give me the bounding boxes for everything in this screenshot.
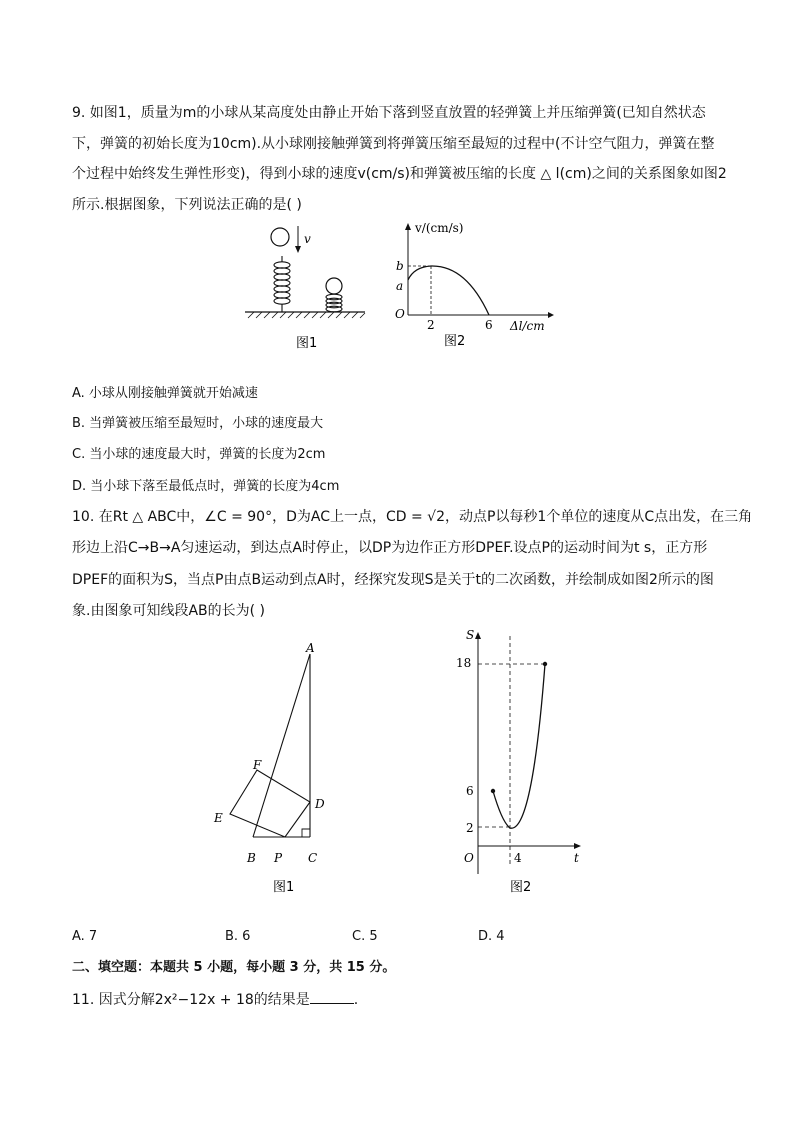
q10-figure-2	[440, 622, 590, 898]
q10-figure-1	[205, 636, 345, 898]
ground-hatch	[248, 312, 365, 318]
compressed-spring	[326, 294, 342, 312]
q9-fig2-origin: O	[395, 307, 405, 321]
q10-fig2-ylabel: S	[466, 628, 475, 642]
tick-2: 2	[466, 821, 474, 835]
q9-line-1: 9. 如图1，质量为m的小球从某高度处由静止开始下落到竖直放置的轻弹簧上并压缩弹簧(已知自然状态	[72, 105, 706, 121]
q9-line-3: 个过程中始终发生弹性形变)，得到小球的速度v(cm/s)和弹簧被压缩的长度 △ l(cm)之间的关系图象如图2	[72, 166, 727, 182]
q9-fig2-caption: 图2	[444, 334, 466, 349]
q9-fig2-ylabel: v/(cm/s)	[415, 221, 464, 235]
tick-6: 6	[466, 784, 474, 798]
tick-4: 4	[514, 851, 522, 865]
q10-fig2-origin: O	[464, 851, 474, 865]
q10-option-c[interactable]: C. 5	[352, 929, 378, 944]
q10-fig2-xlabel: t	[574, 851, 579, 865]
end-point	[543, 662, 547, 666]
q10-line-2: 形边上沿C→B→A匀速运动，到达点A时停止，以DP为边作正方形DPEF.设点P的运动时间为t s，正方形	[72, 540, 708, 556]
q10-option-d[interactable]: D. 4	[478, 929, 505, 944]
t-axis-arrow	[574, 843, 581, 849]
q10-fig1-caption: 图1	[273, 880, 295, 895]
q10-option-a[interactable]: A. 7	[72, 929, 98, 944]
label-E: E	[214, 811, 223, 825]
falling-ball	[271, 228, 289, 246]
ball-on-spring	[326, 278, 342, 294]
label-P: P	[274, 851, 283, 865]
square-dpef	[230, 770, 310, 837]
q9-fig1-caption: 图1	[296, 336, 318, 351]
tall-spring	[274, 256, 290, 312]
q9-option-c[interactable]: C. 当小球的速度最大时，弹簧的长度为2cm	[72, 447, 326, 462]
label-D: D	[315, 797, 325, 811]
q9-option-a[interactable]: A. 小球从刚接触弹簧就开始减速	[72, 386, 258, 401]
q11-line	[72, 990, 358, 1010]
label-B: B	[247, 851, 256, 865]
s-axis-arrow	[475, 632, 481, 639]
right-angle-mark	[302, 829, 310, 837]
label-A: A	[306, 641, 315, 655]
label-a: a	[396, 279, 404, 293]
q10-line-4: 象.由图象可知线段AB的长为( )	[72, 603, 266, 619]
section-2-heading: 二、填空题：本题共 5 小题，每小题 3 分，共 15 分。	[72, 960, 396, 975]
tick-18: 18	[456, 656, 472, 670]
q11-answer-blank[interactable]	[310, 991, 354, 1004]
y-axis-arrow	[405, 223, 411, 230]
q10-option-b[interactable]: B. 6	[225, 929, 251, 944]
q9-option-b[interactable]: B. 当弹簧被压缩至最短时，小球的速度最大	[72, 416, 324, 431]
triangle-abc	[253, 654, 310, 837]
q9-option-d[interactable]: D. 当小球下落至最低点时，弹簧的长度为4cm	[72, 479, 340, 494]
label-C: C	[308, 851, 318, 865]
tick-6: 6	[485, 318, 493, 332]
area-curve	[493, 664, 545, 828]
q11-text: 11. 因式分解2x²−12x + 18的结果是	[72, 992, 310, 1008]
q9-line-4: 所示.根据图象，下列说法正确的是( )	[72, 197, 302, 213]
tick-2: 2	[427, 318, 435, 332]
label-b: b	[396, 259, 404, 273]
q10-line-3: DPEF的面积为S，当点P由点B运动到点A时，经探究发现S是关于t的二次函数，并绘制成如图2所示的图	[72, 572, 714, 588]
velocity-arrow-head	[295, 246, 301, 253]
velocity-curve	[408, 266, 489, 315]
x-axis-arrow	[548, 312, 554, 318]
start-point	[491, 789, 495, 793]
q9-fig2-xlabel: Δl/cm	[510, 319, 545, 333]
q9-figure-1	[240, 222, 375, 354]
q10-line-1: 10. 在Rt △ ABC中，∠C = 90°，D为AC上一点，CD = √2，动点P以每秒1个单位的速度从C点出发，在三角	[72, 509, 753, 525]
q10-fig2-caption: 图2	[510, 880, 532, 895]
label-F: F	[253, 758, 262, 772]
velocity-label: v	[304, 232, 311, 246]
q9-line-2: 下，弹簧的初始长度为10cm).从小球刚接触弹簧到将弹簧压缩至最短的过程中(不计空气阻力，弹簧在整	[72, 136, 715, 152]
q11-end: .	[353, 992, 359, 1008]
q9-figure-2	[388, 218, 558, 354]
